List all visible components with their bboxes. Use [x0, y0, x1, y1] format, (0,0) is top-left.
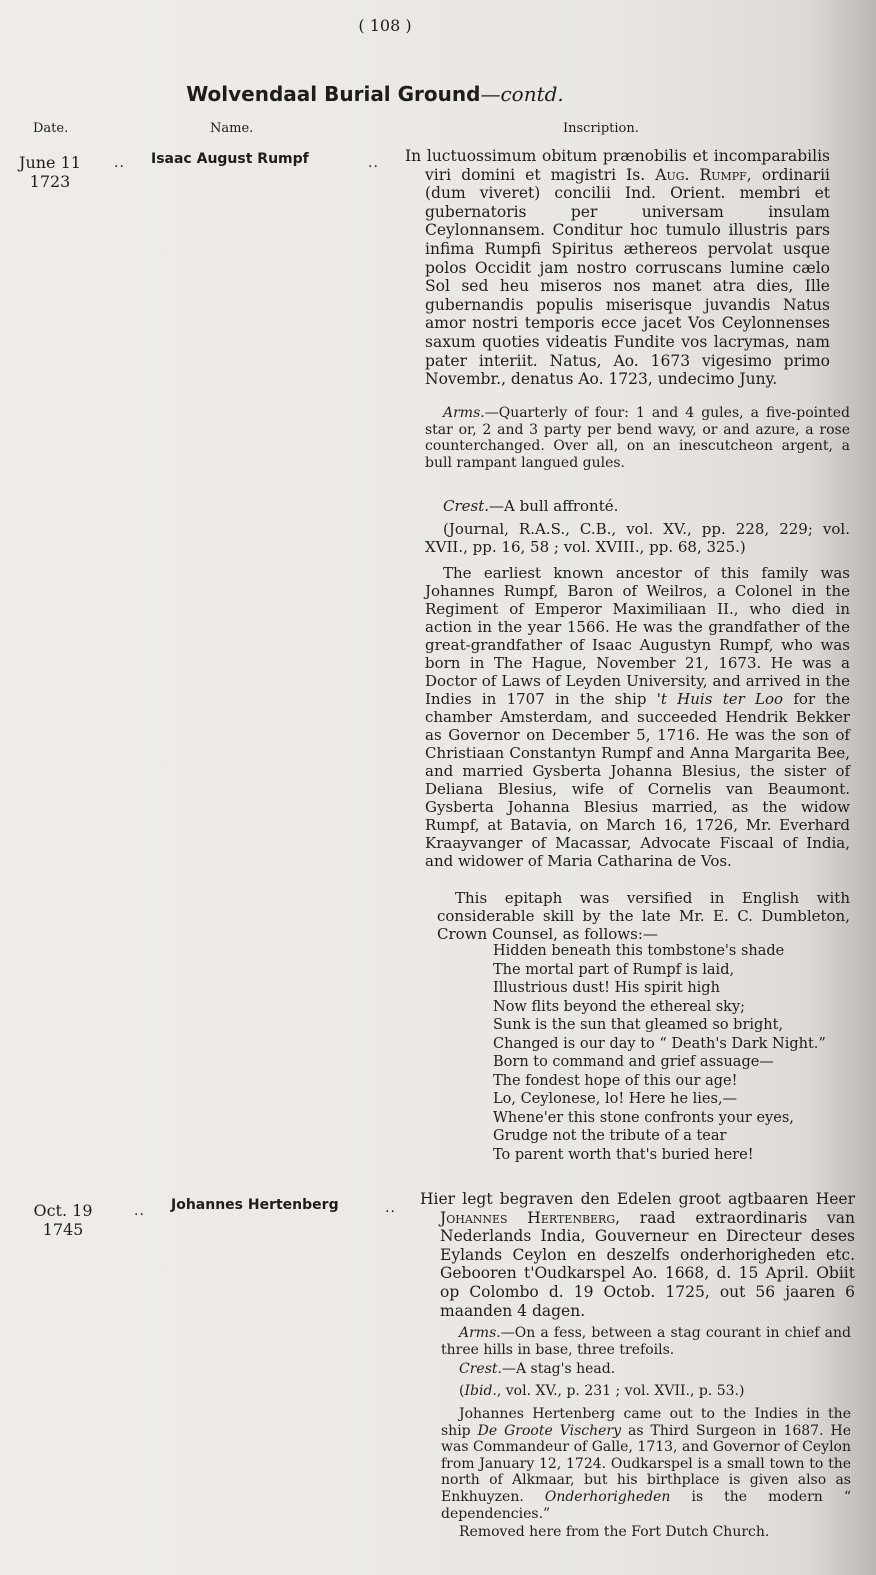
entry-reference: (Ibid., vol. XV., p. 231 ; vol. XVII., p. 53.) — [459, 1383, 745, 1399]
arms-text: —Quarterly of four: 1 and 4 gules, a five-pointed star or, 2 and 3 party per bend wavy, or and azure, a rose counterchanged. Over all, on an inescutcheon argent, a bull rampant langued gules. — [425, 405, 850, 471]
biography-ship: De Groote Vischery — [477, 1422, 622, 1439]
entry-date-day: Oct. 19 — [33, 1201, 93, 1220]
verse-line: The mortal part of Rumpf is laid, — [493, 961, 735, 978]
entry-dots: .. — [134, 1203, 145, 1219]
column-header-name: Name. — [210, 121, 254, 136]
verse-line: Born to command and grief assuage— — [493, 1054, 774, 1070]
entry-inscription — [405, 147, 830, 389]
entry-arms — [441, 1325, 851, 1358]
arms-label: Arms. — [459, 1325, 501, 1341]
heading-suffix: —contd. — [480, 82, 564, 106]
arms-label: Arms. — [443, 405, 485, 421]
verse-line: Now flits beyond the ethereal sky; — [493, 998, 746, 1015]
verse-line: Lo, Ceylonese, lo! Here he lies,— — [493, 1091, 738, 1107]
entry-date-day: June 11 — [19, 153, 81, 172]
reference-ibid: Ibid. — [464, 1383, 497, 1399]
biography-text-mid: as Third Surgeon in 1687. He was Commandeur of Galle, 1713, and Governor of Ceylon from January 12, 1724. Oudkarspel is a small town to the north of Alkmaar, but his birthplace is given also as Enkhuyzen. — [441, 1422, 852, 1505]
verse-line: Hidden beneath this tombstone's shade — [493, 943, 785, 959]
entry-name-dots: .. — [368, 155, 379, 171]
column-header-inscription: Inscription. — [563, 121, 639, 136]
verse-line: Grudge not the tribute of a tear — [493, 1128, 727, 1144]
page-number: ( 108 ) — [358, 16, 412, 35]
verse-line: Whene'er this stone confronts your eyes, — [493, 1109, 794, 1126]
inscription-smallcaps: Johannes Hertenberg — [440, 1208, 616, 1227]
entry-inscription — [420, 1190, 855, 1320]
verse-line: Changed is our day to “ Death's Dark Night.” — [493, 1035, 826, 1052]
entry-date-year: 1723 — [29, 172, 71, 191]
column-header-date: Date. — [33, 121, 69, 136]
page-heading — [0, 82, 750, 106]
entry-date — [28, 1201, 98, 1239]
entry-arms — [425, 405, 850, 471]
epitaph-intro: This epitaph was versified in English with considerable skill by the late Mr. E. C. Dumbleton, Crown Counsel, as follows:— — [437, 889, 850, 943]
entry-crest — [441, 1361, 851, 1378]
arms-text: —On a fess, between a stag courant in chief and three hills in base, three trefoils. — [441, 1325, 851, 1358]
removed-note: Removed here from the Fort Dutch Church. — [459, 1524, 770, 1540]
verse-line: To parent worth that's buried here! — [493, 1146, 754, 1163]
inscription-smallcaps: Aug. Rumpf — [655, 165, 747, 184]
epitaph-verse — [493, 942, 853, 1164]
inscription-text-cont: , raad extraordinaris van Nederlands India, Gouverneur en Directeur deses Eylands Ceylon en deszelfs onderhorigheden etc. Gebooren t'Oudkarspel Ao. 1668, d. 15 April. Obiit op Colombo d. 19 Octob. 1725, out 56 jaaren 6 maanden 4 dagen. — [440, 1208, 855, 1320]
entry-dots: .. — [114, 155, 125, 171]
heading-title: Wolvendaal Burial Ground — [186, 82, 481, 106]
entry-biography — [441, 1406, 851, 1522]
reference-text: , vol. XV., p. 231 ; vol. XVII., p. 53.) — [496, 1383, 745, 1399]
biography-text: The earliest known ancestor of this family was Johannes Rumpf, Baron of Weilros, a Colonel in the Regiment of Emperor Maximiliaan II., who died in action in the year 1566. He was the grandfather of the great-grandfather of Isaac Augustyn Rumpf, who was born in The Hague, November 21, 1673. He was a Doctor of Laws of Leyden University, and arrived in the Indies in 1707 in the ship — [425, 564, 850, 708]
entry-name: Isaac August Rumpf — [151, 151, 309, 167]
verse-line: Illustrious dust! His spirit high — [493, 980, 720, 996]
verse-line: The fondest hope of this our age! — [493, 1072, 738, 1089]
entry-biography — [425, 564, 850, 870]
crest-text: —A bull affronté. — [489, 497, 619, 515]
entry-date-year: 1745 — [42, 1220, 84, 1239]
inscription-text: In luctuossimum obitum prænobilis et incomparabilis viri domini et magistri Is. — [405, 147, 830, 184]
inscription-text-cont: , ordinarii (dum viveret) concilii Ind. Orient. membri et gubernatoris per universam insulam Ceylonnansem. Conditur hoc tumulo illustris pars infima Rumpfi Spiritus æthereos pervolat usque polos Occidit jam nostro corruscans lumine cælo Sol sed heu miseros nos manet atra dies, Ille gubernandis populis miserisque juvandis Natus amor nostri temporis ecce jacet Vos Ceylonnenses saxum quoties videatis Fundite vos lacrymas, nam pater interiit. Natus, Ao. 1673 vigesimo primo Novembr., denatus Ao. 1723, undecimo Juny. — [425, 165, 831, 389]
entry-crest — [425, 497, 850, 515]
entry-name: Johannes Hertenberg — [171, 1197, 339, 1213]
crest-label: Crest. — [443, 497, 490, 515]
crest-label: Crest. — [459, 1361, 502, 1377]
biography-italic-term: Onderhorigheden — [544, 1488, 671, 1505]
biography-text-cont: for the chamber Amsterdam, and succeeded Hendrik Bekker as Governor on December 5, 1716. He was the son of Christiaan Constantyn Rumpf and Anna Margarita Bee, and married Gysberta Johanna Blesius, the sister of Deliana Blesius, wife of Cornelis van Beaumont. Gysberta Johanna Blesius married, as the widow Rumpf, at Batavia, on March 16, 1726, Mr. Everhard Kraayvanger of Macassar, Advocate Fiscaal of India, and widower of Maria Catharina de Vos. — [425, 690, 850, 870]
entry-date — [15, 153, 85, 191]
entry-reference: (Journal, R.A.S., C.B., vol. XV., pp. 228, 229; vol. XVII., pp. 16, 58 ; vol. XVIII., pp. 68, 325.) — [425, 520, 850, 556]
biography-text-cont: is the modern “ dependencies.” — [441, 1488, 851, 1522]
crest-text: —A stag's head. — [501, 1361, 616, 1377]
biography-text: Johannes Hertenberg came out to the Indies in the ship — [441, 1406, 851, 1439]
verse-line: Sunk is the sun that gleamed so bright, — [493, 1017, 784, 1033]
entry-name-dots: .. — [385, 1200, 396, 1216]
inscription-text: Hier legt begraven den Edelen groot agtbaaren Heer — [420, 1190, 855, 1208]
biography-ship: 't Huis ter Loo — [656, 690, 784, 708]
